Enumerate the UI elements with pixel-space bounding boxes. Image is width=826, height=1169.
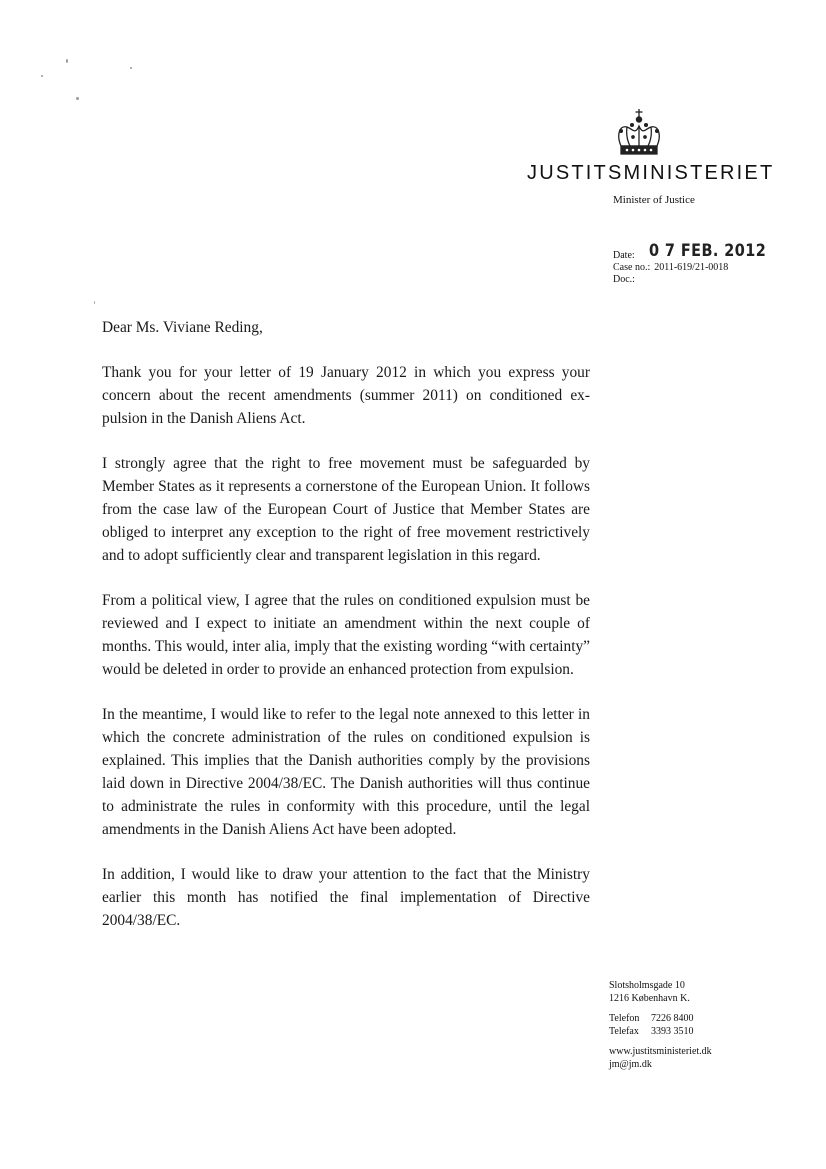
phone-block (609, 1013, 712, 1038)
fax-number: 3393 3510 (651, 1025, 694, 1037)
doc-label: Doc.: (613, 274, 635, 285)
case-row (613, 262, 787, 274)
email-link[interactable]: jm@jm.dk (609, 1058, 652, 1070)
case-number: 2011-619/21-0018 (654, 262, 729, 273)
letter-body (102, 316, 590, 954)
ministry-name: JUSTITSMINISTERIET (527, 162, 775, 184)
web-block (609, 1046, 712, 1071)
street-address: Slotsholmsgade 10 (609, 980, 685, 991)
fax-row (609, 1026, 712, 1039)
date-label: Date: (613, 250, 635, 261)
salutation: Dear Ms. Viviane Reding, (102, 319, 263, 336)
paragraph: Thank you for your letter of 19 January 2012 in which you express your concern about the recent amendments (summer 2011) on conditioned expulsion in the Danish Aliens Act. (102, 364, 590, 427)
phone-number: 7226 8400 (651, 1013, 694, 1024)
paragraph: In the meantime, I would like to refer to the legal note annexed to this letter in which the concrete administration of the rules on conditioned expulsion is explained. This implies that the Danish authorities comply by the provisions laid down in Directive 2004/38/EC. The Danish authorities will thus continue to administrate the rules in conformity with this procedure, until the legal amendments in the Danish Aliens Act have been adopted. (102, 706, 590, 838)
scan-speck (76, 97, 79, 100)
scan-speck (130, 67, 132, 69)
scan-speck (41, 75, 43, 77)
website-link[interactable]: www.justitsministeriet.dk (609, 1046, 712, 1057)
city-address: 1216 København K. (609, 992, 690, 1004)
phone-row (609, 1013, 712, 1026)
address-block (609, 980, 712, 1005)
minister-title: Minister of Justice (613, 194, 695, 206)
paragraph: I strongly agree that the right to free movement must be safeguarded by Member States as it represents a cornerstone of the European Union. It follows from the case law of the European Court of Justice that Member States are obliged to interpret any exception to the right of free movement restrictively and to adopt sufficiently clear and transparent legislation in this regard. (102, 455, 590, 564)
date-row (613, 238, 787, 262)
fax-label: Telefax (609, 1025, 639, 1037)
paragraph: From a political view, I agree that the rules on conditioned expulsion must be reviewed and I expect to initiate an amendment within the next couple of months. This would, inter alia, imply that the existing wording “with certainty” would be deleted in order to provide an enhanced protection from expulsion. (102, 592, 590, 678)
scan-speck (66, 59, 68, 63)
date-stamp: 0 7 FEB. 2012 (648, 241, 766, 261)
scan-speck (94, 301, 95, 304)
doc-row (613, 274, 787, 286)
case-label: Case no.: (613, 262, 651, 273)
phone-label: Telefon (609, 1013, 640, 1024)
letter-meta (613, 238, 787, 286)
contact-details (609, 980, 712, 1079)
royal-crown-crest-icon (612, 108, 666, 158)
paragraph: In addition, I would like to draw your attention to the fact that the Ministry earlier this month has notified the final implementation of Directive 2004/38/EC. (102, 866, 590, 929)
